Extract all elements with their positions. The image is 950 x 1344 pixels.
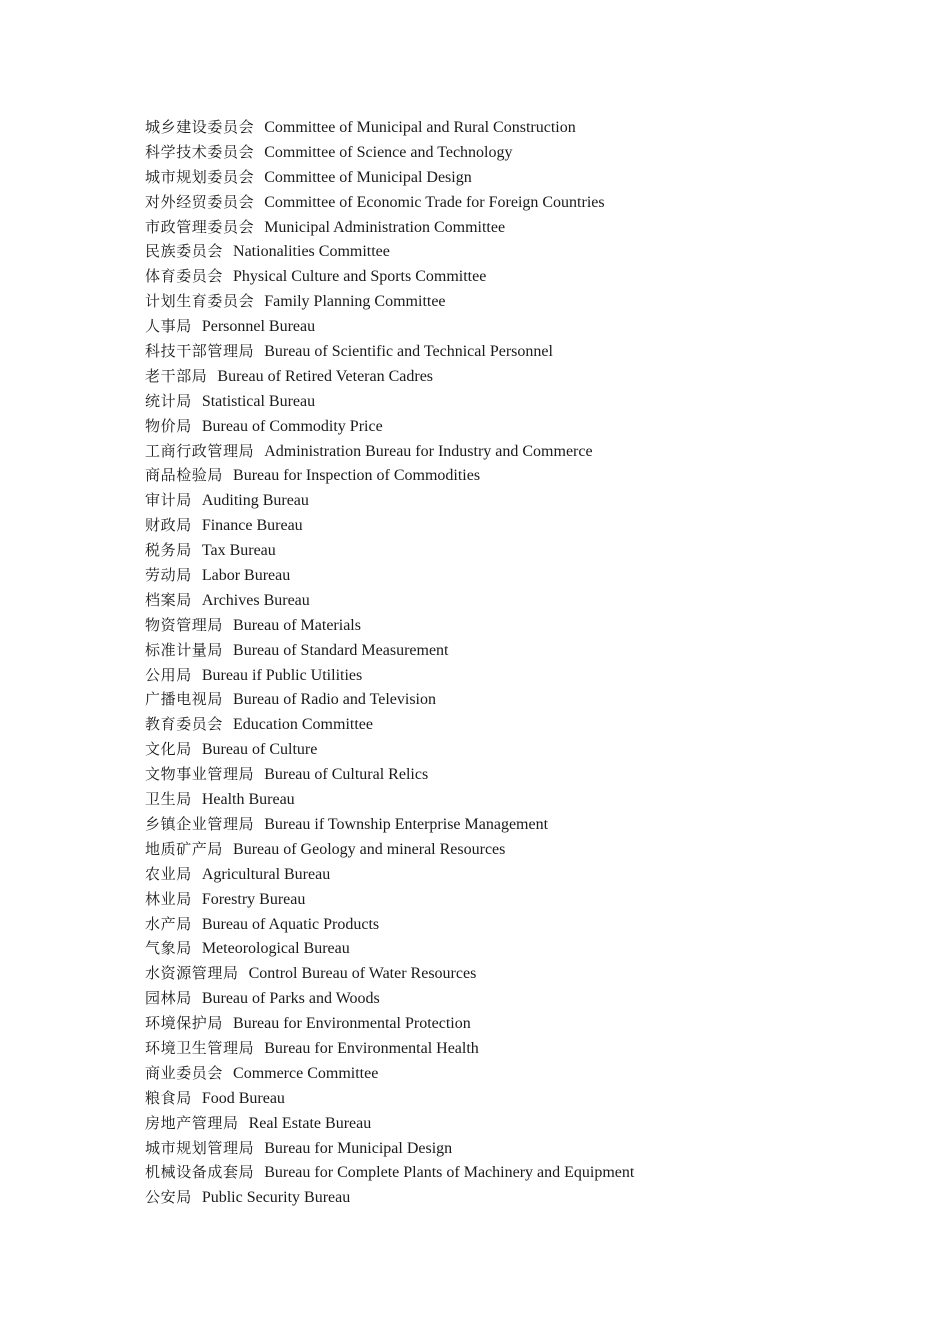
glossary-entry [145, 414, 634, 439]
english-translation: Bureau for Complete Plants of Machinery and Equipment [264, 1164, 635, 1182]
english-translation: Finance Bureau [201, 517, 303, 535]
chinese-term: 粮食局 [145, 1088, 192, 1107]
chinese-term: 林业局 [145, 889, 192, 908]
english-translation: Tax Bureau [201, 542, 276, 560]
glossary-entry [145, 513, 634, 538]
english-translation: Bureau of Commodity Price [201, 417, 383, 435]
glossary-entry [145, 563, 634, 588]
glossary-entry [145, 687, 634, 712]
chinese-term: 科技干部管理局 [145, 342, 255, 361]
glossary-list [145, 115, 634, 1210]
glossary-entry [145, 364, 634, 389]
chinese-term: 科学技术委员会 [145, 142, 255, 161]
english-translation: Bureau if Public Utilities [201, 666, 363, 684]
glossary-entry [145, 239, 634, 264]
english-translation: Real Estate Bureau [248, 1114, 372, 1132]
chinese-term: 卫生局 [145, 790, 192, 809]
english-translation: Bureau of Radio and Television [233, 691, 436, 709]
chinese-term: 体育委员会 [145, 267, 224, 286]
chinese-term: 地质矿产局 [145, 839, 224, 858]
glossary-entry [145, 1061, 634, 1086]
glossary-entry [145, 140, 634, 165]
english-translation: Public Security Bureau [201, 1189, 351, 1207]
english-translation: Bureau of Materials [233, 616, 361, 634]
chinese-term: 房地产管理局 [145, 1113, 239, 1132]
chinese-term: 教育委员会 [145, 715, 224, 734]
chinese-term: 园林局 [145, 989, 192, 1008]
english-translation: Bureau of Culture [201, 741, 318, 759]
english-translation: Meteorological Bureau [201, 940, 350, 958]
glossary-entry [145, 190, 634, 215]
chinese-term: 人事局 [145, 317, 192, 336]
chinese-term: 物价局 [145, 416, 192, 435]
glossary-entry [145, 1011, 634, 1036]
chinese-term: 机械设备成套局 [145, 1163, 255, 1182]
chinese-term: 城市规划委员会 [145, 167, 255, 186]
english-translation: Physical Culture and Sports Committee [233, 268, 487, 286]
glossary-entry [145, 812, 634, 837]
glossary-entry [145, 588, 634, 613]
chinese-term: 统计局 [145, 391, 192, 410]
glossary-entry [145, 215, 634, 240]
chinese-term: 文物事业管理局 [145, 765, 255, 784]
english-translation: Bureau for Inspection of Commodities [233, 467, 481, 485]
glossary-entry [145, 264, 634, 289]
glossary-entry [145, 1111, 634, 1136]
chinese-term: 工商行政管理局 [145, 441, 255, 460]
chinese-term: 乡镇企业管理局 [145, 814, 255, 833]
glossary-entry [145, 1086, 634, 1111]
english-translation: Nationalities Committee [233, 243, 390, 261]
chinese-term: 环境卫生管理局 [145, 1038, 255, 1057]
glossary-entry [145, 488, 634, 513]
glossary-entry [145, 389, 634, 414]
chinese-term: 民族委员会 [145, 242, 224, 261]
english-translation: Auditing Bureau [201, 492, 309, 510]
english-translation: Education Committee [233, 716, 373, 734]
glossary-entry [145, 787, 634, 812]
glossary-entry [145, 936, 634, 961]
english-translation: Archives Bureau [201, 591, 310, 609]
chinese-term: 广播电视局 [145, 690, 224, 709]
glossary-entry [145, 613, 634, 638]
chinese-term: 城市规划管理局 [145, 1138, 255, 1157]
glossary-entry [145, 538, 634, 563]
english-translation: Bureau of Standard Measurement [233, 641, 449, 659]
english-translation: Personnel Bureau [201, 318, 316, 336]
chinese-term: 文化局 [145, 740, 192, 759]
english-translation: Bureau for Environmental Health [264, 1039, 479, 1057]
chinese-term: 农业局 [145, 864, 192, 883]
chinese-term: 老干部局 [145, 366, 208, 385]
chinese-term: 税务局 [145, 541, 192, 560]
glossary-entry [145, 762, 634, 787]
english-translation: Bureau of Retired Veteran Cadres [217, 367, 434, 385]
chinese-term: 标准计量局 [145, 640, 224, 659]
english-translation: Statistical Bureau [201, 392, 316, 410]
glossary-entry [145, 638, 634, 663]
english-translation: Labor Bureau [201, 567, 291, 585]
english-translation: Control Bureau of Water Resources [248, 965, 477, 983]
english-translation: Committee of Municipal and Rural Construction [264, 119, 576, 136]
glossary-entry [145, 314, 634, 339]
glossary-entry [145, 986, 634, 1011]
chinese-term: 环境保护局 [145, 1014, 224, 1033]
glossary-entry [145, 115, 634, 140]
glossary-entry [145, 837, 634, 862]
chinese-term: 水资源管理局 [145, 964, 239, 983]
english-translation: Bureau of Geology and mineral Resources [233, 840, 506, 858]
glossary-entry [145, 737, 634, 762]
glossary-entry [145, 912, 634, 937]
chinese-term: 对外经贸委员会 [145, 192, 255, 211]
english-translation: Forestry Bureau [201, 890, 306, 908]
glossary-entry [145, 463, 634, 488]
glossary-entry [145, 862, 634, 887]
english-translation: Bureau if Township Enterprise Management [264, 815, 549, 833]
chinese-term: 财政局 [145, 516, 192, 535]
chinese-term: 公安局 [145, 1188, 192, 1207]
english-translation: Family Planning Committee [264, 293, 446, 311]
glossary-entry [145, 1160, 634, 1185]
chinese-term: 物资管理局 [145, 615, 224, 634]
chinese-term: 市政管理委员会 [145, 217, 255, 236]
english-translation: Food Bureau [201, 1089, 285, 1107]
glossary-entry [145, 1136, 634, 1161]
english-translation: Bureau of Scientific and Technical Personnel [264, 343, 553, 361]
english-translation: Bureau for Municipal Design [264, 1139, 453, 1157]
chinese-term: 水产局 [145, 914, 192, 933]
chinese-term: 气象局 [145, 939, 192, 958]
chinese-term: 审计局 [145, 491, 192, 510]
english-translation: Bureau of Aquatic Products [201, 915, 380, 933]
english-translation: Health Bureau [201, 791, 295, 809]
english-translation: Commerce Committee [233, 1064, 379, 1082]
glossary-entry [145, 339, 634, 364]
english-translation: Committee of Municipal Design [264, 168, 472, 186]
english-translation: Administration Bureau for Industry and Commerce [264, 442, 593, 460]
english-translation: Agricultural Bureau [201, 865, 331, 883]
english-translation: Committee of Economic Trade for Foreign Countries [264, 193, 605, 211]
glossary-entry [145, 887, 634, 912]
glossary-entry [145, 289, 634, 314]
glossary-entry [145, 1185, 634, 1210]
glossary-entry [145, 439, 634, 464]
glossary-entry [145, 961, 634, 986]
english-translation: Bureau for Environmental Protection [233, 1015, 471, 1033]
chinese-term: 劳动局 [145, 566, 192, 585]
chinese-term: 商业委员会 [145, 1063, 224, 1082]
english-translation: Bureau of Parks and Woods [201, 990, 380, 1008]
chinese-term: 档案局 [145, 590, 192, 609]
english-translation: Municipal Administration Committee [264, 218, 506, 236]
glossary-entry [145, 663, 634, 688]
chinese-term: 公用局 [145, 665, 192, 684]
chinese-term: 计划生育委员会 [145, 292, 255, 311]
english-translation: Committee of Science and Technology [264, 143, 513, 161]
chinese-term: 城乡建设委员会 [145, 118, 255, 136]
glossary-entry [145, 712, 634, 737]
chinese-term: 商品检验局 [145, 466, 224, 485]
english-translation: Bureau of Cultural Relics [264, 766, 429, 784]
glossary-entry [145, 165, 634, 190]
glossary-entry [145, 1036, 634, 1061]
